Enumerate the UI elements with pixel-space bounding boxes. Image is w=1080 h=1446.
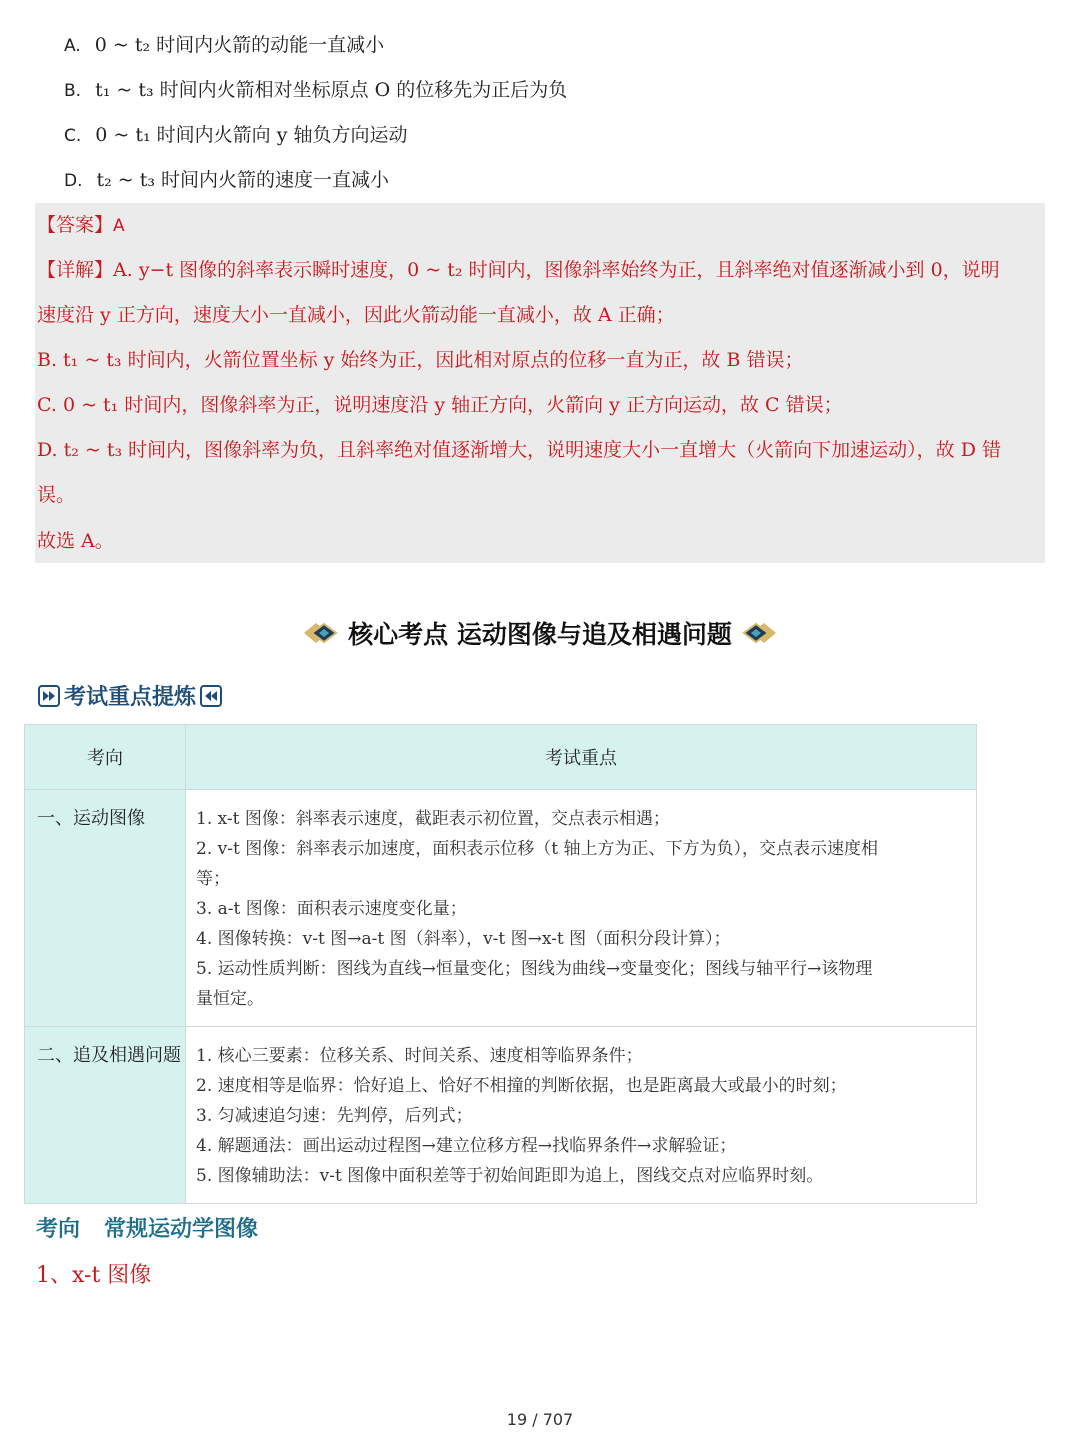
detail-line-1: 【详解】A. y−t 图像的斜率表示瞬时速度，0 ~ t₂ 时间内，图像斜率始终为正，且斜率绝对值逐渐减小到 0，说明 [37,259,1000,281]
diamond-ornament-left-icon [302,620,342,646]
detail-line-2: 速度沿 y 正方向，速度大小一直减小，因此火箭动能一直减小，故 A 正确； [37,304,675,326]
option-label: D. [64,171,83,191]
option-text: t₁ ~ t₃ 时间内火箭相对坐标原点 O 的位移先为正后为负 [95,79,568,101]
table-header-row [25,725,977,790]
detail-line-4: C. 0 ~ t₁ 时间内，图像斜率为正，说明速度沿 y 轴正方向，火箭向 y 正方向运动，故 C 错误； [37,394,843,416]
page-number: 19 / 707 [506,1410,574,1429]
option-label: B. [64,81,82,101]
option-c [64,121,407,150]
table-header-cell: 考向 [25,725,186,790]
option-text: 0 ~ t₁ 时间内火箭向 y 轴负方向运动 [95,124,408,146]
point-line: 3. 匀减速追匀速：先判停，后列式； [196,1106,473,1126]
key-points-table [24,724,977,1204]
topic-cell: 二、追及相遇问题 [25,1027,186,1204]
section-title-text: 核心考点 运动图像与追及相遇问题 [348,620,732,649]
point-line: 量恒定。 [196,989,264,1009]
answer-tag: 【答案】 [37,214,114,236]
option-a [64,31,384,60]
subsection-title [38,680,222,711]
detail-line-6: 误。 [37,484,76,506]
kaoxiang-label: 考向 [36,1217,81,1242]
answer-value: A [113,216,125,236]
detail-line-7: 故选 A。 [37,530,114,552]
point-line: 2. 速度相等是临界：恰好追上、恰好不相撞的判断依据，也是距离最大或最小的时刻； [196,1076,847,1096]
table-row [25,790,977,1027]
option-label: A. [64,36,81,56]
kaoxiang-title: 常规运动学图像 [104,1217,259,1242]
points-cell [186,790,977,1027]
point-line: 4. 解题通法：画出运动过程图→建立位移方程→找临界条件→求解验证； [196,1136,737,1156]
option-d [64,166,389,195]
kaoxiang-heading [36,1212,282,1243]
point-line: 等； [196,869,230,889]
fast-forward-icon [38,685,60,707]
answer-line [37,211,125,240]
points-cell [186,1027,977,1204]
xt-heading: 1、x-t 图像 [36,1263,152,1288]
detail-line-3: B. t₁ ~ t₃ 时间内，火箭位置坐标 y 始终为正，因此相对原点的位移一直为正，故 B 错误； [37,349,804,371]
point-line: 1. 核心三要素：位移关系、时间关系、速度相等临界条件； [196,1046,643,1066]
point-line: 3. a-t 图像：面积表示速度变化量； [196,899,467,919]
point-line: 4. 图像转换：v-t 图→a-t 图（斜率），v-t 图→x-t 图（面积分段计算）； [196,929,731,949]
detail-line-5: D. t₂ ~ t₃ 时间内，图像斜率为负，且斜率绝对值逐渐增大，说明速度大小一直增大（火箭向下加速运动），故 D 错 [37,439,1001,461]
section-title [290,610,790,656]
table-row [25,1027,977,1204]
point-line: 5. 运动性质判断：图线为直线→恒量变化；图线为曲线→变量变化；图线与轴平行→该物理 [196,959,873,979]
diamond-ornament-right-icon [738,620,778,646]
point-line: 2. v-t 图像：斜率表示加速度，面积表示位移（t 轴上方为正、下方为负），交点表示速度相 [196,839,878,859]
rewind-icon [200,685,222,707]
point-line: 1. x-t 图像：斜率表示速度，截距表示初位置，交点表示相遇； [196,809,670,829]
topic-cell: 一、运动图像 [25,790,186,1027]
option-text: t₂ ~ t₃ 时间内火箭的速度一直减小 [96,169,390,191]
option-b [64,76,567,105]
table-header-cell: 考试重点 [186,725,977,790]
subsection-title-text: 考试重点提炼 [64,685,197,710]
option-text: 0 ~ t₂ 时间内火箭的动能一直减小 [94,34,385,56]
point-line: 5. 图像辅助法：v-t 图像中面积差等于初始间距即为追上，图线交点对应临界时刻。 [196,1166,824,1186]
option-label: C. [64,126,82,146]
detail-tag: 【详解】 [37,259,114,281]
